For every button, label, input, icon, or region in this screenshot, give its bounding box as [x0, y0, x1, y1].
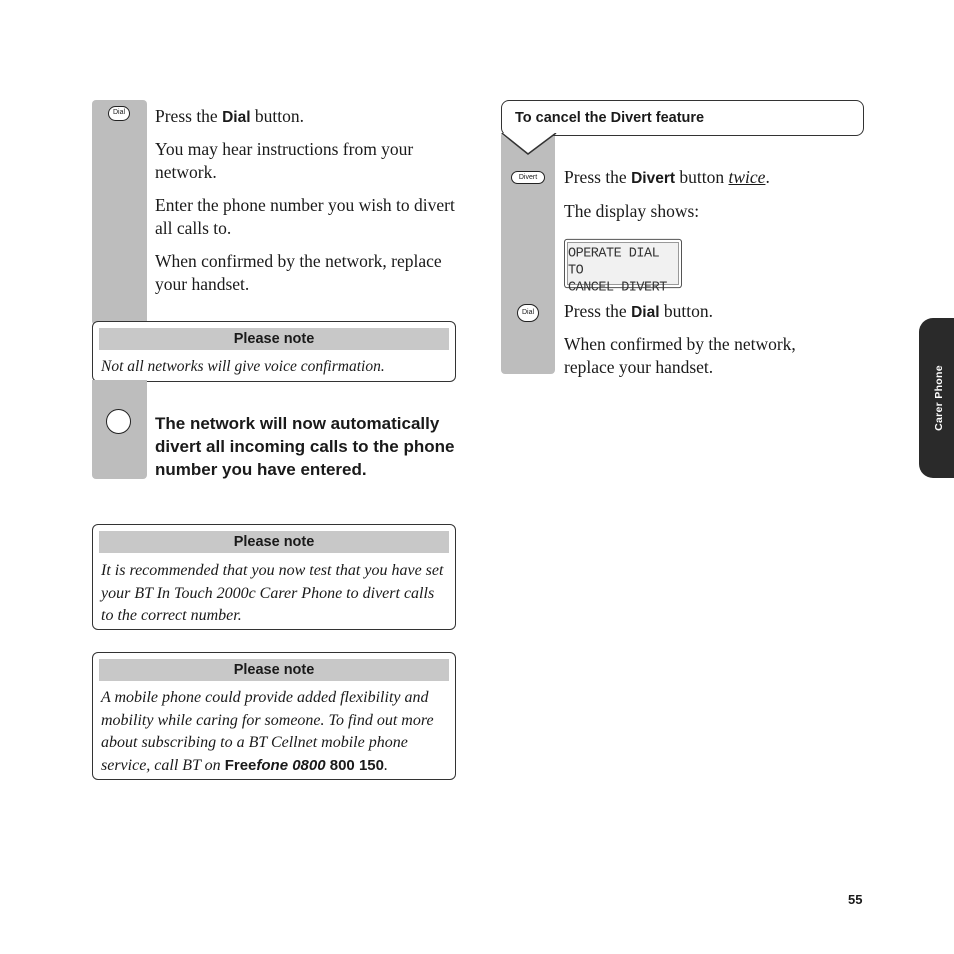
- note-heading: Please note: [99, 531, 449, 553]
- note-text-main: A mobile phone could provide added flexibility and mobility while caring for someone. To find out more about subscribing to a BT Cellnet mobile phone service, call BT on: [101, 689, 434, 774]
- dial-button-icon: Dial: [108, 106, 130, 121]
- section-title-cancel-divert: To cancel the Divert feature: [501, 100, 864, 136]
- note-heading: Please note: [99, 659, 449, 681]
- text-button: button.: [250, 106, 304, 126]
- circle-marker-icon: [106, 409, 131, 434]
- step-confirmed: When confirmed by the network, replace your handset.: [155, 251, 442, 294]
- step-press-dial-right: [564, 300, 864, 324]
- step-bar-right: [501, 134, 555, 374]
- divert-key-name: Divert: [631, 170, 676, 187]
- note-text: It is recommended that you now test that you have set your BT In Touch 2000c Carer Phone to divert calls to the correct number.: [101, 562, 444, 624]
- lcd-display: [564, 239, 682, 296]
- step-instructions: You may hear instructions from your network.: [155, 139, 414, 182]
- text-press-the: Press the: [564, 167, 632, 187]
- note-box-voice-confirmation: [92, 321, 456, 382]
- dial-key-name: Dial: [631, 304, 660, 321]
- freefone-italic: fone 0800: [256, 756, 326, 774]
- divert-button-icon: Divert: [511, 171, 545, 184]
- note-box-mobile-phone: [92, 652, 456, 780]
- page-number: 55: [848, 892, 863, 907]
- note-heading: Please note: [99, 328, 449, 350]
- step-press-dial: [155, 105, 455, 129]
- side-tab-label: Carer Phone: [933, 365, 945, 431]
- side-tab: [919, 318, 954, 478]
- divert-confirmation-text: The network will now automatically divert all incoming calls to the phone number you have entered.: [155, 414, 455, 479]
- text-button: button.: [659, 301, 713, 321]
- step-press-divert: [564, 166, 864, 190]
- note-text-end: .: [383, 756, 388, 774]
- section-title-pointer-outline: [501, 133, 557, 157]
- freefone-number: [225, 757, 384, 774]
- step-bar-left-1: [92, 100, 147, 325]
- text-twice: twice: [728, 167, 766, 187]
- step-confirmed-right: When confirmed by the network, replace your handset.: [564, 334, 796, 377]
- step-display-shows: The display shows:: [564, 201, 700, 221]
- step-enter-number: Enter the phone number you wish to divert all calls to.: [155, 195, 455, 238]
- note-text: Not all networks will give voice confirmation.: [101, 358, 385, 375]
- lcd-line-1: OPERATE DIAL TO: [568, 246, 660, 279]
- text-button: button: [675, 167, 729, 187]
- freefone-prefix: Free: [224, 756, 257, 774]
- text-press-the: Press the: [155, 106, 223, 126]
- note-text: [101, 687, 449, 777]
- dial-button-icon-right: Dial: [517, 304, 539, 322]
- dial-key-name: Dial: [222, 109, 251, 126]
- freefone-digits: 800 150: [325, 756, 384, 774]
- lcd-line-2: CANCEL DIVERT: [568, 279, 667, 296]
- note-box-test-divert: [92, 524, 456, 630]
- text-period: .: [765, 167, 770, 187]
- text-press-the: Press the: [564, 301, 632, 321]
